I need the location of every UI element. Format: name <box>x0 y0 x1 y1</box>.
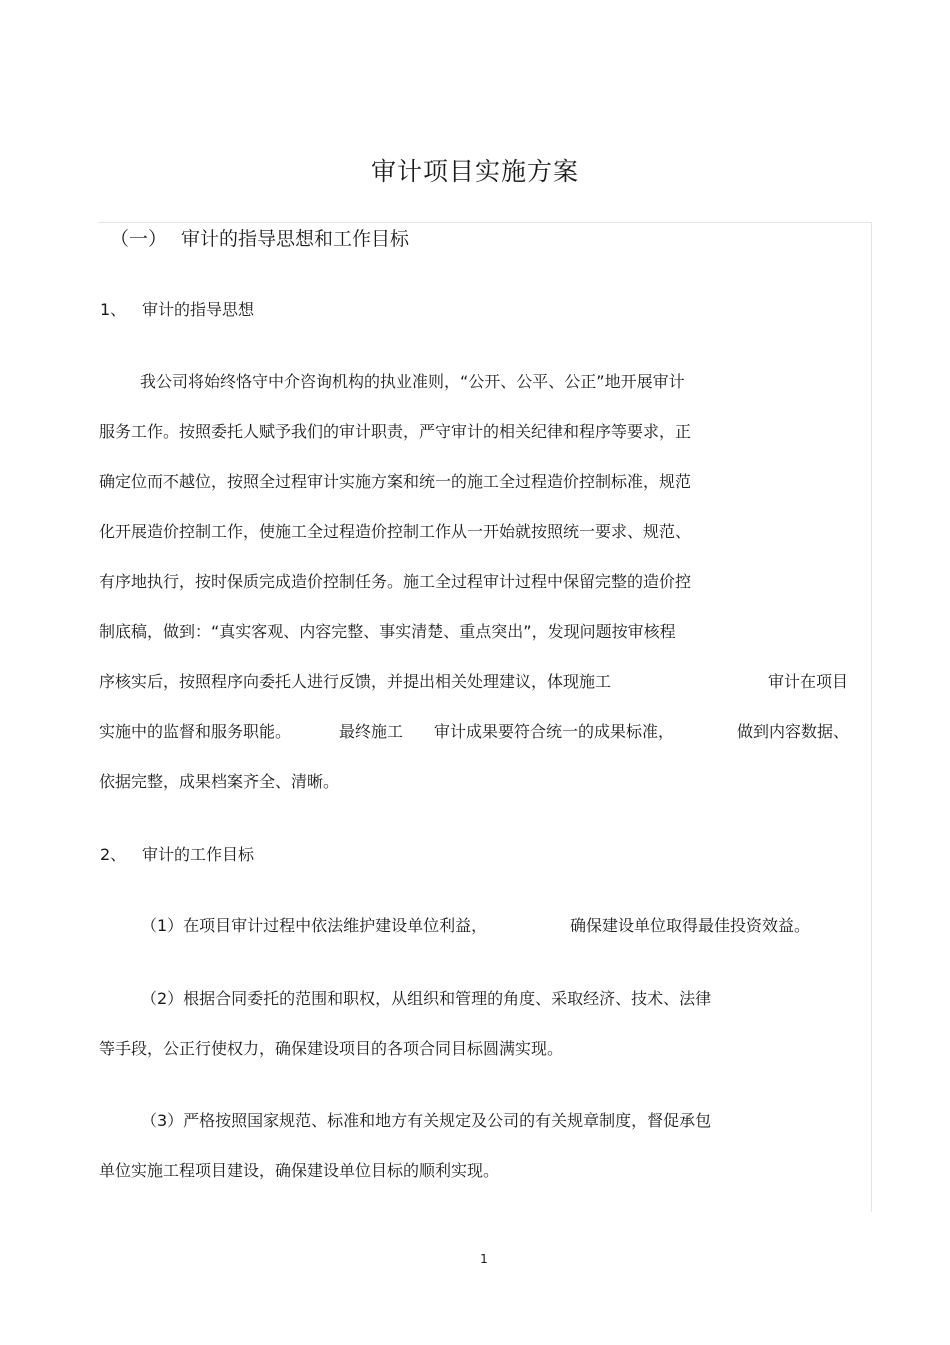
subsection-1-heading: 审计的指导思想 <box>142 300 255 319</box>
paragraph-line: 实施中的监督和服务职能。 <box>99 722 292 741</box>
section-1-heading: 审计的指导思想和工作目标 <box>181 228 410 250</box>
paragraph-line: 化开展造价控制工作，使施工全过程造价控制工作从一开始就按照统一要求、规范、 <box>99 522 692 541</box>
goal-2-line: 等手段，公正行使权力，确保建设项目的各项合同目标圆满实现。 <box>99 1039 564 1058</box>
paragraph-line: 确定位而不越位，按照全过程审计实施方案和统一的施工全过程造价控制标准，规范 <box>99 472 692 491</box>
document-title: 审计项目实施方案 <box>370 157 579 186</box>
paragraph-line: 审计在项目 <box>768 672 849 691</box>
subsection-2-heading: 审计的工作目标 <box>142 845 255 864</box>
goal-2-line: （2）根据合同委托的范围和职权，从组织和管理的角度、采取经济、技术、法律 <box>141 989 712 1008</box>
section-1-number: （一） <box>110 228 168 250</box>
paragraph-line: 审计成果要符合统一的成果标准， <box>434 722 675 741</box>
page-number: 1 <box>480 1252 488 1266</box>
goal-3-line: 单位实施工程项目建设，确保建设单位目标的顺利实现。 <box>99 1161 500 1180</box>
paragraph-line: 有序地执行，按时保质完成造价控制任务。施工全过程审计过程中保留完整的造价控 <box>99 572 692 591</box>
paragraph-line: 服务工作。按照委托人赋予我们的审计职责，严守审计的相关纪律和程序等要求，正 <box>99 422 692 441</box>
goal-1-line: （1）在项目审计过程中依法维护建设单位利益， <box>141 916 488 935</box>
paragraph-line: 依据完整，成果档案齐全、清晰。 <box>99 772 340 791</box>
paragraph-line: 序核实后，按照程序向委托人进行反馈，并提出相关处理建议，体现施工 <box>99 672 612 691</box>
subsection-2-number: 2、 <box>100 845 127 864</box>
paragraph-line: 制底稿，做到：“真实客观、内容完整、事实清楚、重点突出”，发现问题按审核程 <box>99 622 676 641</box>
page-frame-right-line <box>871 222 872 1212</box>
paragraph-line: 做到内容数据、 <box>737 722 850 741</box>
paragraph-line: 我公司将始终恪守中介咨询机构的执业准则，“公开、公平、公正”地开展审计 <box>140 372 685 391</box>
subsection-1-number: 1、 <box>100 300 127 319</box>
page-frame-top-line <box>98 222 872 223</box>
goal-3-line: （3）严格按照国家规范、标准和地方有关规定及公司的有关规章制度，督促承包 <box>141 1111 712 1130</box>
goal-1-line: 确保建设单位取得最佳投资效益。 <box>570 916 811 935</box>
paragraph-line: 最终施工 <box>339 722 404 741</box>
